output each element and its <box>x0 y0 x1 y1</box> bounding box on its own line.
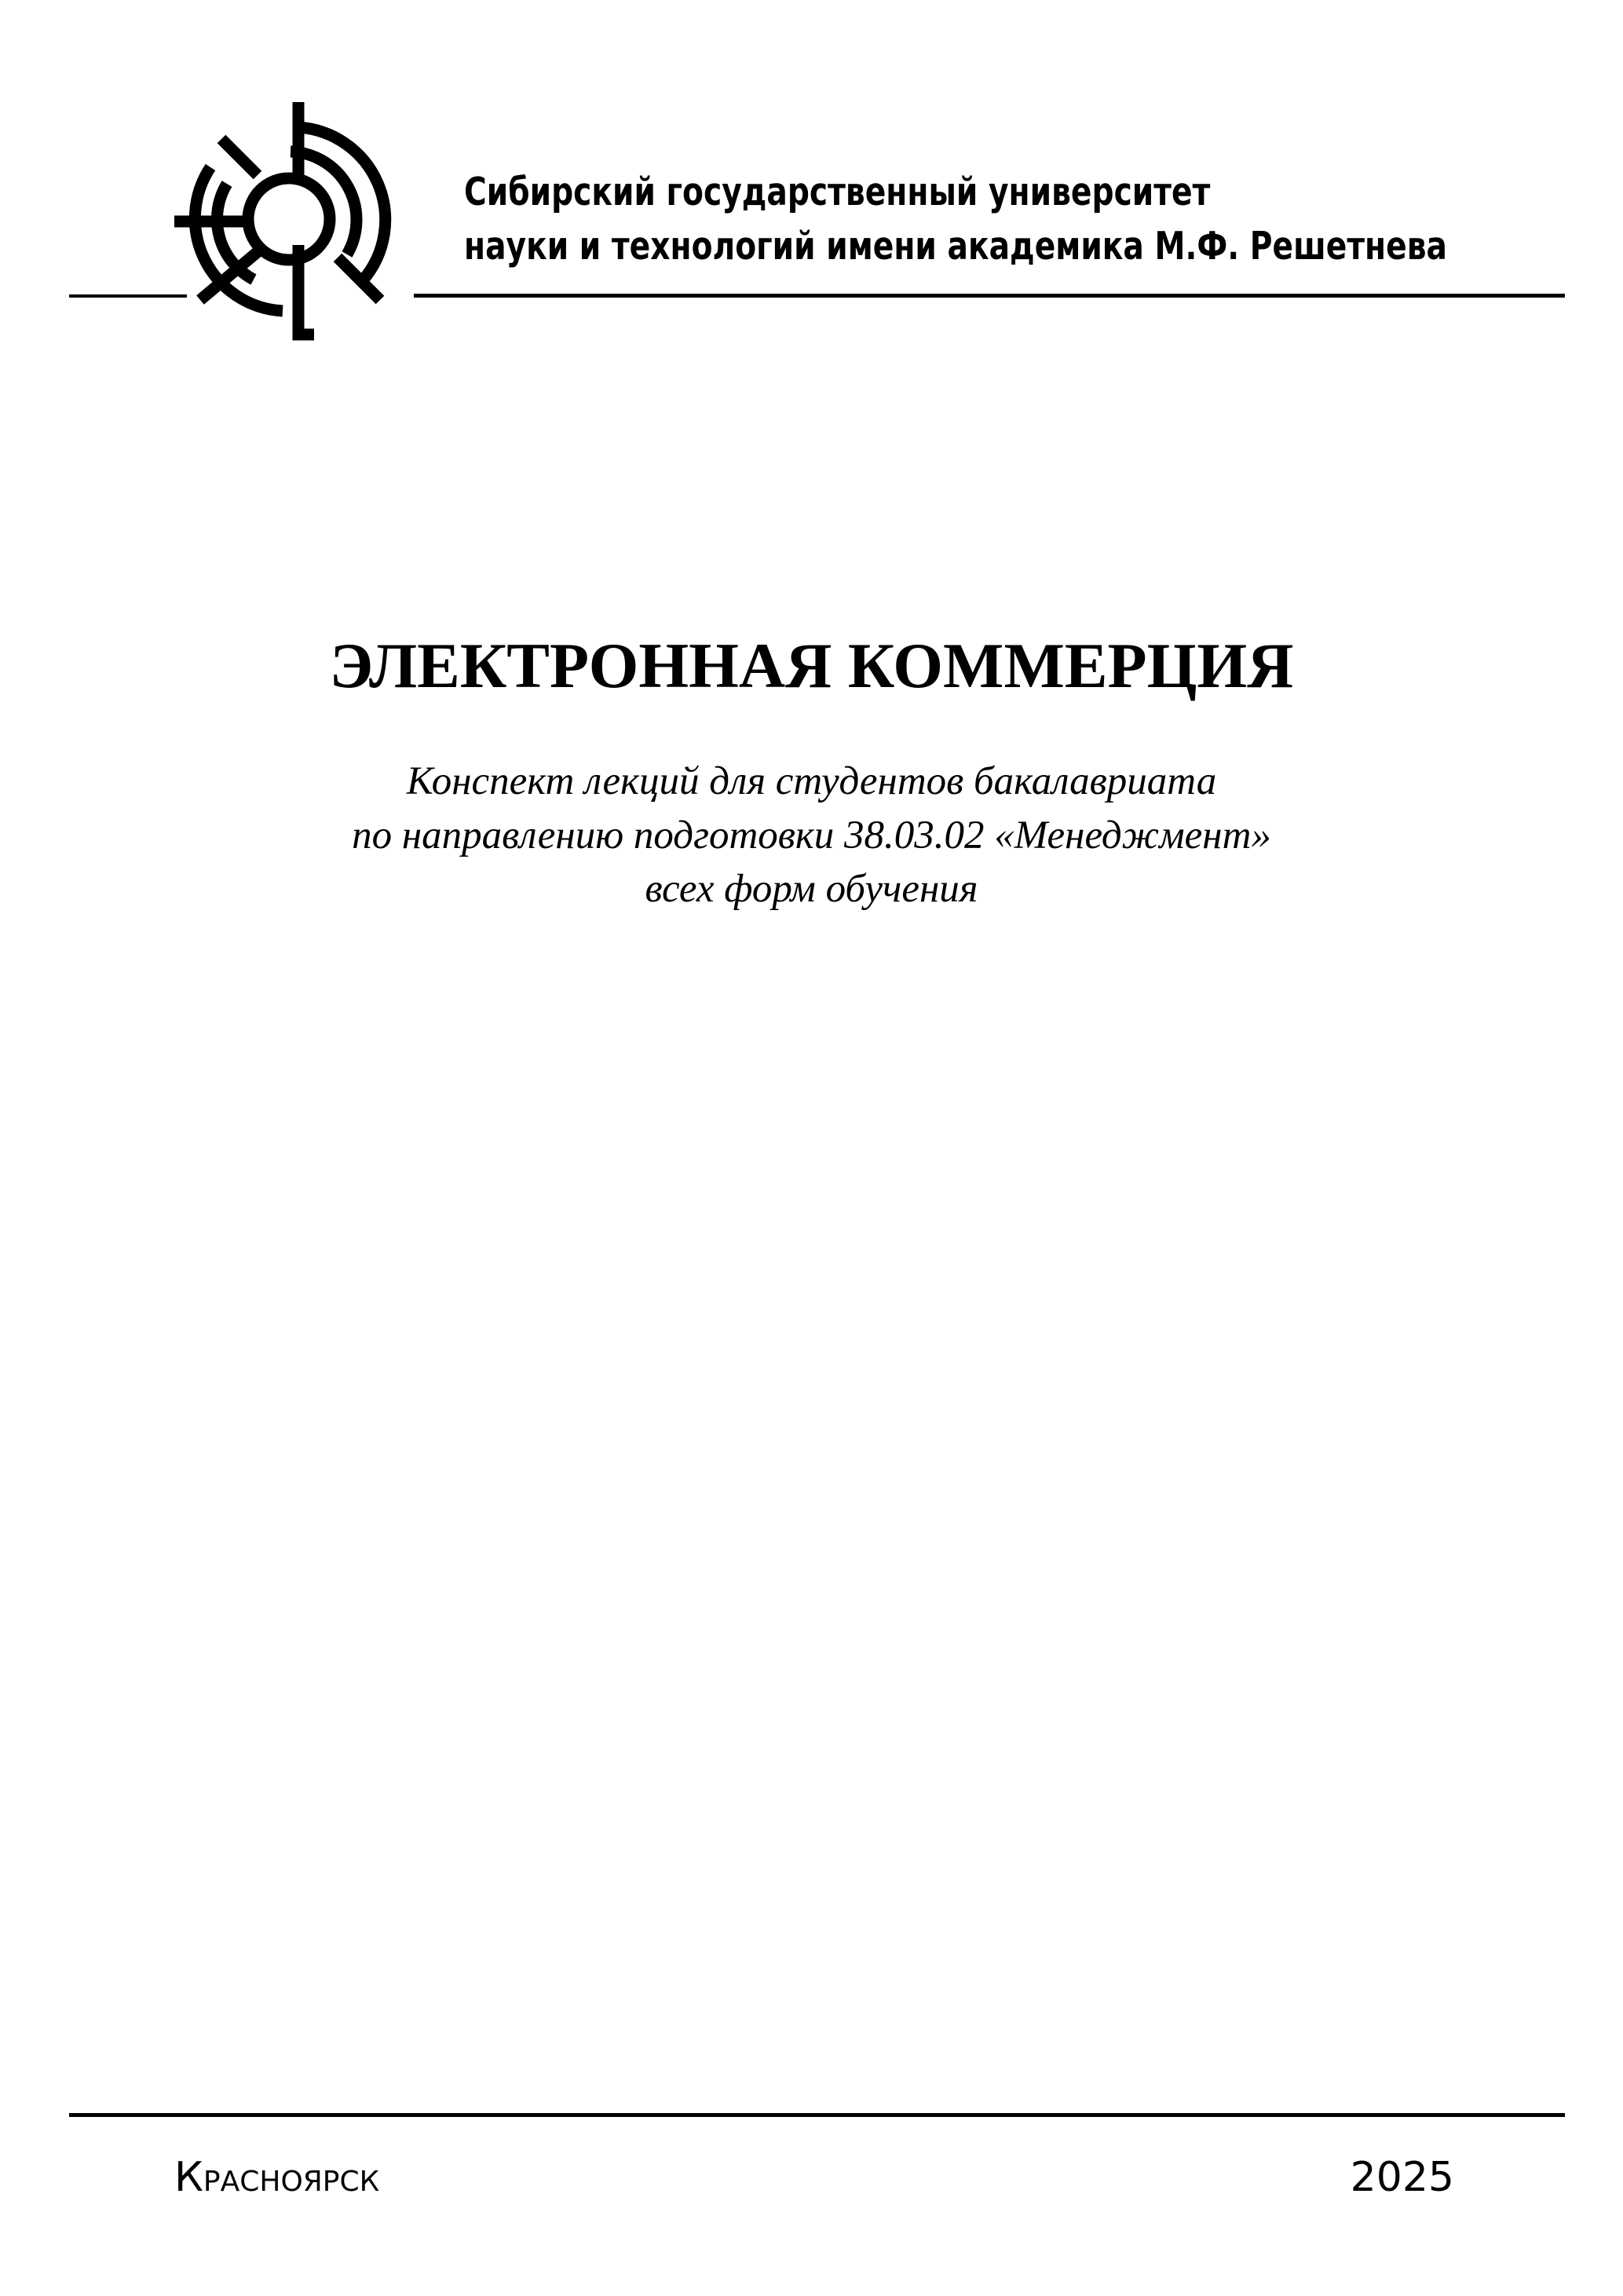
subtitle-line-1: Конспект лекций для студентов бакалавриата <box>406 759 1217 803</box>
subtitle-line-2: по направлению подготовки 38.03.02 «Менеджмент» <box>352 813 1271 857</box>
university-name-line-1: Сибирский государственный университет <box>464 170 1211 214</box>
university-emblem-icon <box>174 97 402 341</box>
subtitle-line-3: всех форм обучения <box>645 867 978 911</box>
document-title: ЭЛЕКТРОННАЯ КОММЕРЦИЯ <box>329 630 1294 701</box>
header-rule-left <box>69 294 187 298</box>
publication-year: 2025 <box>1350 2154 1454 2201</box>
header-rule-right <box>414 294 1565 298</box>
university-name-line-2: науки и технологий имени академика М.Ф. Решетнева <box>464 224 1447 269</box>
footer-rule <box>69 2113 1565 2117</box>
city-name: Красноярск <box>174 2154 380 2201</box>
